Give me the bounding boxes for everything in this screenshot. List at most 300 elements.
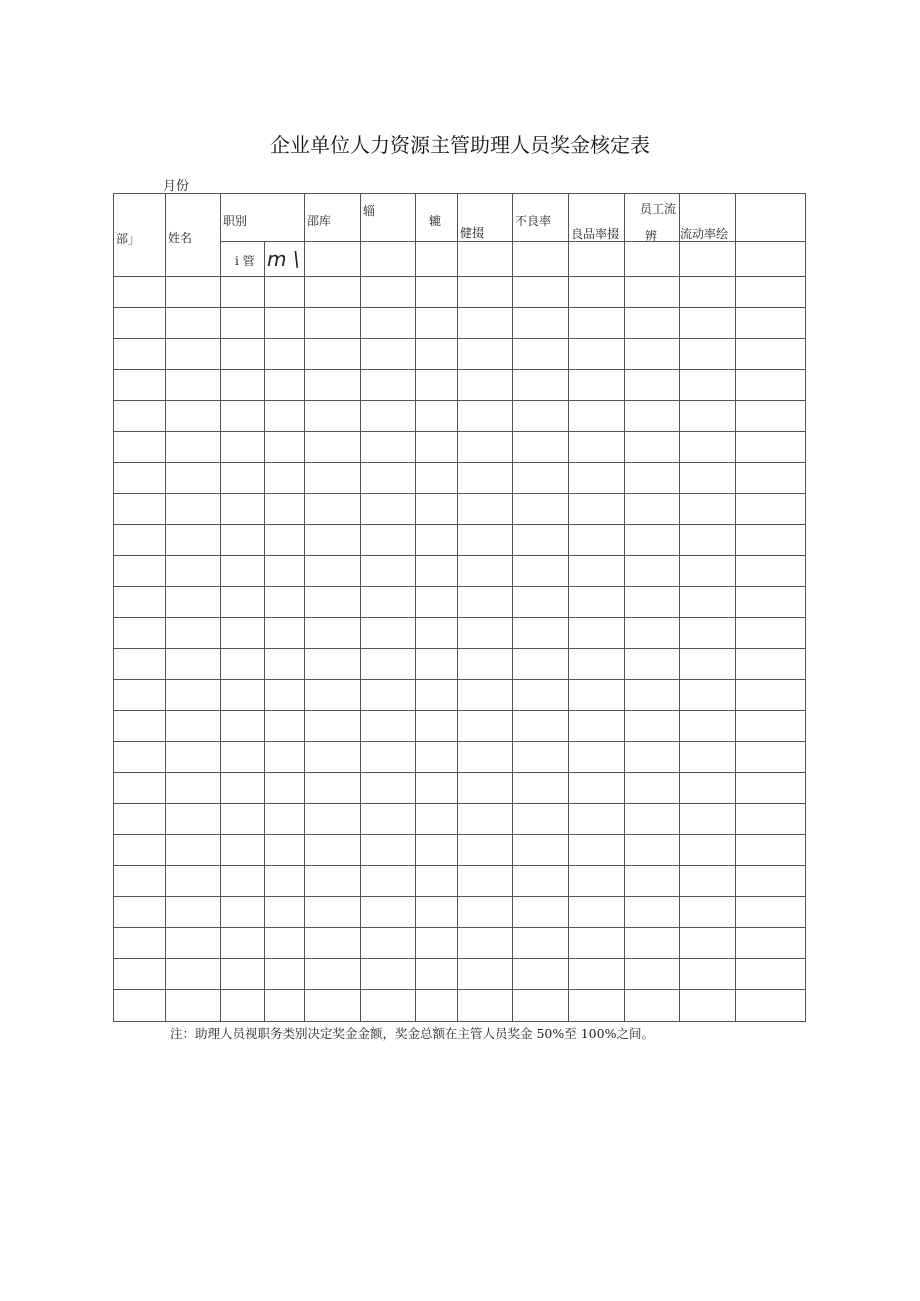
table-cell — [416, 525, 458, 556]
table-cell — [513, 990, 569, 1022]
table-cell — [736, 556, 806, 587]
table-cell — [458, 773, 513, 804]
table-cell — [114, 959, 166, 990]
table-cell — [736, 742, 806, 773]
table-cell — [416, 556, 458, 587]
table-cell — [736, 587, 806, 618]
table-cell — [416, 339, 458, 370]
table-cell — [265, 866, 305, 897]
table-cell — [680, 339, 736, 370]
table-cell — [221, 959, 265, 990]
table-cell — [736, 463, 806, 494]
table-cell — [458, 742, 513, 773]
table-row — [114, 587, 806, 618]
table-cell — [569, 587, 625, 618]
table-cell — [114, 928, 166, 959]
table-cell — [513, 308, 569, 339]
header-name-cell: 姓名 — [166, 194, 221, 277]
table-cell — [361, 742, 416, 773]
table-cell — [166, 370, 221, 401]
table-cell — [361, 928, 416, 959]
table-cell — [569, 463, 625, 494]
table-cell — [625, 897, 680, 928]
table-cell — [625, 308, 680, 339]
table-cell — [736, 959, 806, 990]
table-cell — [265, 835, 305, 866]
table-cell — [458, 649, 513, 680]
header-col11-cell: 员工流 辨 — [625, 194, 680, 242]
table-cell — [736, 990, 806, 1022]
table-cell — [458, 990, 513, 1022]
table-cell — [625, 463, 680, 494]
table-cell — [361, 959, 416, 990]
table-row — [114, 711, 806, 742]
table-row — [114, 990, 806, 1022]
table-cell — [265, 432, 305, 463]
table-row — [114, 432, 806, 463]
table-cell — [265, 680, 305, 711]
table-cell — [513, 432, 569, 463]
table-cell — [680, 711, 736, 742]
table-cell — [361, 463, 416, 494]
table-row — [114, 463, 806, 494]
table-cell — [166, 618, 221, 649]
table-cell — [680, 308, 736, 339]
table-cell — [114, 401, 166, 432]
table-cell — [305, 587, 361, 618]
table-cell — [221, 897, 265, 928]
table-cell — [361, 339, 416, 370]
table-cell — [305, 680, 361, 711]
table-cell — [114, 463, 166, 494]
table-cell — [513, 959, 569, 990]
table-cell — [458, 618, 513, 649]
table-cell — [680, 680, 736, 711]
table-cell — [265, 463, 305, 494]
table-cell — [569, 866, 625, 897]
table-cell — [680, 928, 736, 959]
table-cell — [513, 370, 569, 401]
table-cell — [513, 494, 569, 525]
table-cell — [680, 835, 736, 866]
table-cell — [265, 897, 305, 928]
table-cell — [680, 525, 736, 556]
table-cell — [166, 401, 221, 432]
table-cell — [680, 773, 736, 804]
table-cell — [221, 401, 265, 432]
table-cell — [625, 773, 680, 804]
table-cell — [265, 649, 305, 680]
table-cell — [221, 587, 265, 618]
table-cell — [361, 680, 416, 711]
table-cell — [680, 370, 736, 401]
table-cell — [114, 649, 166, 680]
table-cell — [361, 277, 416, 308]
table-cell — [513, 835, 569, 866]
table-cell — [680, 556, 736, 587]
table-row — [114, 897, 806, 928]
table-cell — [569, 959, 625, 990]
table-cell — [416, 494, 458, 525]
table-cell — [114, 556, 166, 587]
table-row — [114, 680, 806, 711]
table-cell — [114, 432, 166, 463]
table-cell — [680, 432, 736, 463]
table-cell — [265, 804, 305, 835]
table-cell — [265, 370, 305, 401]
table-cell — [305, 463, 361, 494]
table-cell — [114, 742, 166, 773]
table-cell — [305, 773, 361, 804]
table-cell — [416, 401, 458, 432]
table-cell — [680, 866, 736, 897]
table-cell — [736, 370, 806, 401]
table-row — [114, 494, 806, 525]
header-col8-cell: 健掇 — [458, 194, 513, 242]
table-cell — [416, 804, 458, 835]
table-cell — [114, 587, 166, 618]
header-col12-cell: 流动率绘 — [680, 194, 736, 242]
table-cell — [361, 432, 416, 463]
table-cell — [114, 804, 166, 835]
table-cell — [265, 401, 305, 432]
table-cell — [221, 370, 265, 401]
table-cell — [625, 990, 680, 1022]
table-cell — [736, 866, 806, 897]
table-cell — [736, 277, 806, 308]
table-cell — [221, 556, 265, 587]
table-cell — [166, 649, 221, 680]
table-cell — [513, 277, 569, 308]
table-cell — [458, 680, 513, 711]
table-row — [114, 370, 806, 401]
table-cell — [458, 866, 513, 897]
table-cell — [361, 494, 416, 525]
table-cell — [114, 835, 166, 866]
table-cell — [625, 432, 680, 463]
table-row — [114, 649, 806, 680]
table-cell — [305, 494, 361, 525]
header-col13-cell — [736, 194, 806, 242]
table-cell — [513, 804, 569, 835]
table-cell — [305, 649, 361, 680]
table-cell — [569, 339, 625, 370]
table-cell — [625, 959, 680, 990]
table-cell — [458, 835, 513, 866]
table-cell — [513, 928, 569, 959]
table-cell — [166, 959, 221, 990]
table-cell — [114, 711, 166, 742]
table-cell — [361, 587, 416, 618]
table-cell — [569, 370, 625, 401]
table-cell — [513, 401, 569, 432]
table-cell — [625, 339, 680, 370]
table-cell — [361, 308, 416, 339]
table-cell — [736, 308, 806, 339]
table-cell — [305, 432, 361, 463]
table-cell — [166, 711, 221, 742]
table-cell — [265, 711, 305, 742]
table-cell — [625, 370, 680, 401]
table-row — [114, 401, 806, 432]
table-cell — [265, 308, 305, 339]
table-cell — [416, 463, 458, 494]
table-cell — [265, 928, 305, 959]
table-cell — [416, 432, 458, 463]
table-cell — [416, 835, 458, 866]
table-cell — [569, 680, 625, 711]
table-cell — [416, 990, 458, 1022]
table-cell — [458, 463, 513, 494]
table-cell — [625, 401, 680, 432]
table-row — [114, 773, 806, 804]
table-cell — [166, 680, 221, 711]
table-cell — [114, 494, 166, 525]
table-cell — [513, 587, 569, 618]
table-row — [114, 556, 806, 587]
table-cell — [458, 432, 513, 463]
table-cell — [305, 835, 361, 866]
header-col10-cell: 良品率掇 — [569, 194, 625, 242]
table-cell — [680, 587, 736, 618]
table-cell — [569, 928, 625, 959]
table-cell — [416, 308, 458, 339]
table-row — [114, 339, 806, 370]
table-cell — [625, 866, 680, 897]
table-cell — [361, 835, 416, 866]
table-cell — [305, 556, 361, 587]
table-cell — [114, 773, 166, 804]
table-cell — [513, 866, 569, 897]
table-cell — [458, 401, 513, 432]
table-cell — [569, 432, 625, 463]
table-cell — [416, 959, 458, 990]
table-row — [114, 959, 806, 990]
table-cell — [265, 556, 305, 587]
table-cell — [166, 587, 221, 618]
table-cell — [305, 308, 361, 339]
table-cell — [569, 773, 625, 804]
table-cell — [569, 742, 625, 773]
header-col7-cell: 辘 — [416, 194, 458, 242]
table-cell — [265, 990, 305, 1022]
table-cell — [625, 556, 680, 587]
table-cell — [166, 556, 221, 587]
table-cell — [221, 990, 265, 1022]
table-cell — [166, 277, 221, 308]
table-cell — [305, 897, 361, 928]
table-cell — [221, 308, 265, 339]
table-cell — [265, 618, 305, 649]
month-label: 月份 — [163, 179, 190, 194]
table-cell — [513, 339, 569, 370]
table-cell — [625, 928, 680, 959]
table-cell — [166, 804, 221, 835]
table-cell — [569, 835, 625, 866]
page-title: 企业单位人力资源主管助理人员奖金核定表 — [270, 133, 650, 157]
table-cell — [458, 804, 513, 835]
table-cell — [625, 587, 680, 618]
table-cell — [361, 618, 416, 649]
table-cell — [221, 463, 265, 494]
table-cell — [221, 649, 265, 680]
table-cell — [305, 866, 361, 897]
table-cell — [305, 339, 361, 370]
table-cell — [361, 370, 416, 401]
bonus-table — [113, 193, 806, 1022]
table-cell — [221, 277, 265, 308]
table-cell — [736, 804, 806, 835]
table-cell — [458, 370, 513, 401]
table-cell — [166, 432, 221, 463]
table-cell — [569, 618, 625, 649]
table-cell — [305, 990, 361, 1022]
table-cell — [265, 959, 305, 990]
table-cell — [361, 804, 416, 835]
table-cell — [625, 680, 680, 711]
table-cell — [166, 773, 221, 804]
table-cell — [361, 401, 416, 432]
table-cell — [221, 680, 265, 711]
table-cell — [680, 277, 736, 308]
table-cell — [221, 866, 265, 897]
table-cell — [221, 804, 265, 835]
table-cell — [305, 711, 361, 742]
table-cell — [166, 742, 221, 773]
table-cell — [416, 649, 458, 680]
table-cell — [458, 928, 513, 959]
table-cell — [166, 308, 221, 339]
header-position-sub1-cell: i 管 — [221, 242, 265, 277]
table-cell — [625, 277, 680, 308]
table-cell — [305, 742, 361, 773]
table-cell — [416, 587, 458, 618]
footnote: 注：助理人员视职务类别决定奖金金额，奖金总额在主管人员奖金 50%至 100%之间。 — [170, 1026, 654, 1041]
table-cell — [305, 618, 361, 649]
table-cell — [513, 897, 569, 928]
header-col6-cell: 辎 — [361, 194, 416, 242]
table-cell — [265, 339, 305, 370]
table-cell — [361, 525, 416, 556]
table-cell — [221, 742, 265, 773]
header-dept-cell: 部」 — [114, 194, 166, 277]
table-cell — [458, 308, 513, 339]
table-cell — [736, 680, 806, 711]
table-cell — [416, 928, 458, 959]
table-cell — [166, 494, 221, 525]
table-cell — [114, 339, 166, 370]
table-cell — [305, 928, 361, 959]
table-cell — [361, 990, 416, 1022]
table-cell — [361, 649, 416, 680]
table-cell — [569, 649, 625, 680]
table-cell — [305, 277, 361, 308]
table-row — [114, 804, 806, 835]
table-cell — [361, 866, 416, 897]
header-position-cell: 职别 — [221, 194, 305, 242]
table-cell — [114, 680, 166, 711]
table-cell — [265, 587, 305, 618]
table-cell — [736, 928, 806, 959]
table-cell — [625, 711, 680, 742]
table-cell — [569, 990, 625, 1022]
table-row — [114, 866, 806, 897]
table-cell — [569, 494, 625, 525]
table-cell — [736, 897, 806, 928]
table-cell — [680, 649, 736, 680]
table-cell — [513, 525, 569, 556]
table-row — [114, 525, 806, 556]
table-cell — [305, 401, 361, 432]
table-cell — [166, 835, 221, 866]
table-cell — [305, 959, 361, 990]
table-row — [114, 742, 806, 773]
table-cell — [458, 494, 513, 525]
table-cell — [114, 618, 166, 649]
table-cell — [736, 339, 806, 370]
table-cell — [361, 711, 416, 742]
table-cell — [736, 525, 806, 556]
table-cell — [736, 494, 806, 525]
table-cell — [416, 742, 458, 773]
header-col9-cell: 不良率 — [513, 194, 569, 242]
table-cell — [680, 742, 736, 773]
table-cell — [680, 959, 736, 990]
table-row — [114, 928, 806, 959]
table-cell — [221, 835, 265, 866]
table-cell — [265, 773, 305, 804]
table-cell — [569, 277, 625, 308]
table-cell — [513, 711, 569, 742]
table-cell — [458, 897, 513, 928]
table-cell — [221, 928, 265, 959]
table-cell — [458, 711, 513, 742]
table-cell — [114, 308, 166, 339]
table-cell — [569, 556, 625, 587]
table-cell — [416, 370, 458, 401]
header-position-sub2-cell: m \ — [265, 242, 305, 277]
table-cell — [416, 866, 458, 897]
table-cell — [361, 556, 416, 587]
table-cell — [458, 556, 513, 587]
table-cell — [513, 556, 569, 587]
table-cell — [114, 370, 166, 401]
table-cell — [166, 897, 221, 928]
table-cell — [625, 804, 680, 835]
table-cell — [221, 618, 265, 649]
table-cell — [361, 897, 416, 928]
table-cell — [625, 618, 680, 649]
table-cell — [265, 277, 305, 308]
table-cell — [513, 618, 569, 649]
table-cell — [221, 339, 265, 370]
table-cell — [166, 866, 221, 897]
table-cell — [680, 897, 736, 928]
table-cell — [513, 463, 569, 494]
table-cell — [680, 804, 736, 835]
table-cell — [736, 432, 806, 463]
table-cell — [736, 401, 806, 432]
table-cell — [221, 525, 265, 556]
table-row — [114, 618, 806, 649]
table-cell — [569, 897, 625, 928]
header-row — [114, 194, 806, 242]
table-cell — [166, 990, 221, 1022]
table-cell — [416, 618, 458, 649]
table-cell — [265, 494, 305, 525]
table-cell — [458, 587, 513, 618]
table-cell — [114, 866, 166, 897]
